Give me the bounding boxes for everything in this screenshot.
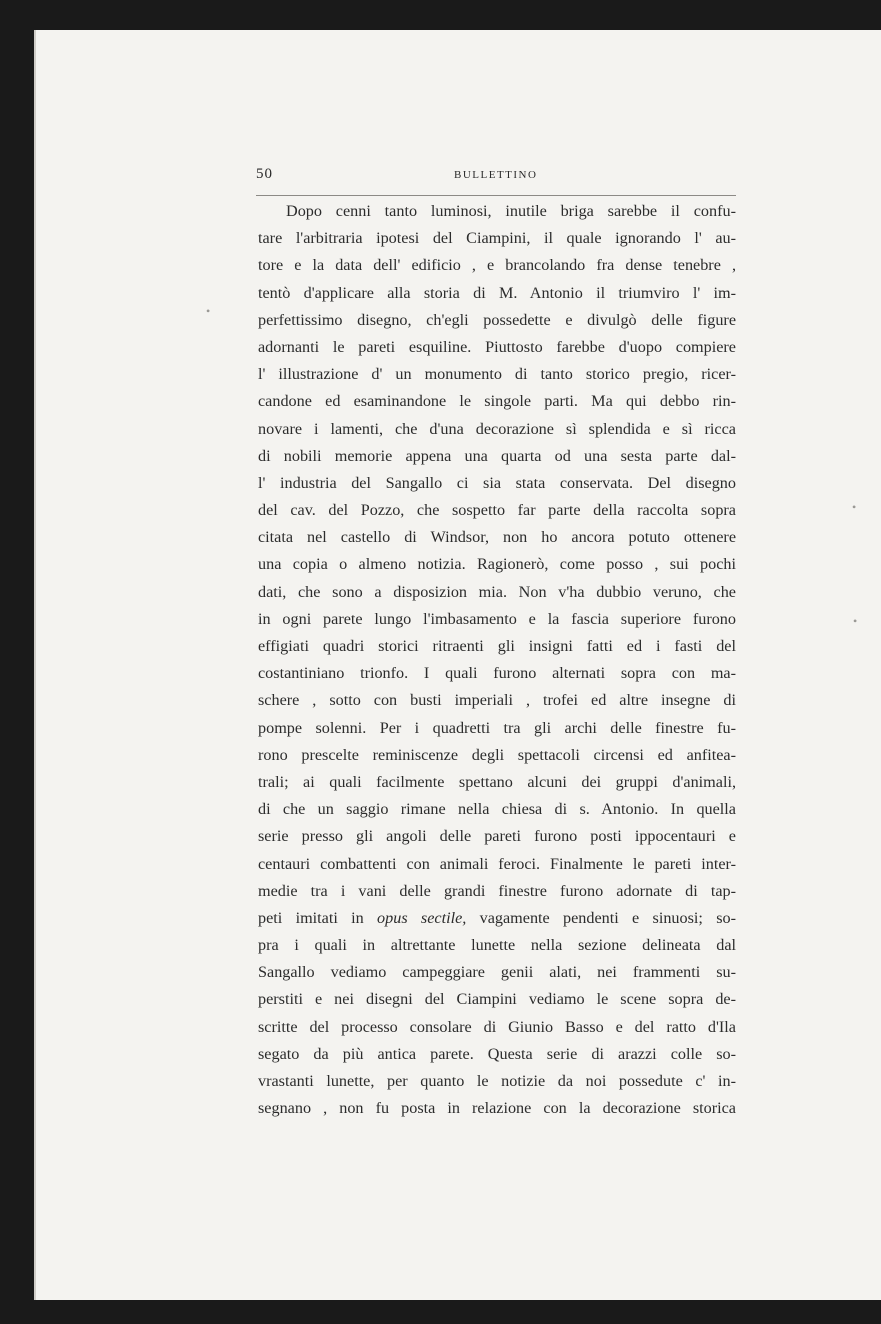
text-line: candone ed esaminandone le singole parti. Ma qui debbo rin-	[258, 392, 736, 411]
text-line: di nobili memorie appena una quarta od una sesta parte dal-	[258, 446, 736, 465]
text-line: segnano , non fu posta in relazione con la decorazione storica	[258, 1099, 736, 1118]
scan-speck: •	[206, 304, 211, 318]
text-line: tore e la data dell' edificio , e brancolando fra dense tenebre ,	[258, 256, 736, 275]
header-rule	[256, 195, 736, 196]
text-segment: vagamente pendenti e sinuosi; so-	[466, 908, 736, 927]
text-line: citata nel castello di Windsor, non ho ancora potuto ottenere	[258, 528, 736, 547]
text-line: medie tra i vani delle grandi finestre furono adornate di tap-	[258, 881, 736, 900]
text-line: dati, che sono a disposizion mia. Non v'ha dubbio veruno, che	[258, 582, 736, 601]
text-line: serie presso gli angoli delle pareti furono posti ippocentauri e	[258, 827, 736, 846]
scan-speck: •	[853, 614, 858, 628]
text-line: perfettissimo disegno, ch'egli possedette e divulgò delle figure	[258, 310, 736, 329]
text-line: tare l'arbitraria ipotesi del Ciampini, il quale ignorando l' au-	[258, 229, 736, 248]
text-line: l' industria del Sangallo ci sia stata conservata. Del disegno	[258, 473, 736, 492]
text-line: Sangallo vediamo campeggiare genii alati, nei frammenti su-	[258, 963, 736, 982]
text-line: l' illustrazione d' un monumento di tanto storico pregio, ricer-	[258, 365, 736, 384]
text-line: in ogni parete lungo l'imbasamento e la fascia superiore furono	[258, 609, 736, 628]
text-line: una copia o almeno notizia. Ragionerò, come posso , sui pochi	[258, 555, 736, 574]
text-line: rono prescelte reminiscenze degli spettacoli circensi ed anfitea-	[258, 745, 736, 764]
italic-term: opus sectile,	[377, 908, 467, 927]
text-line: perstiti e nei disegni del Ciampini vediamo le scene sopra de-	[258, 990, 736, 1009]
text-line: del cav. del Pozzo, che sospetto far parte della raccolta sopra	[258, 501, 736, 520]
text-line: segato da più antica parete. Questa serie di arazzi colle so-	[258, 1044, 736, 1063]
text-line: vrastanti lunette, per quanto le notizie da noi possedute c' in-	[258, 1072, 736, 1090]
text-line: novare i lamenti, che d'una decorazione sì splendida e sì ricca	[258, 419, 736, 438]
running-head: BULLETTINO	[454, 169, 538, 181]
text-line: schere , sotto con busti imperiali , trofei ed altre insegne di	[258, 691, 736, 710]
text-line: di che un saggio rimane nella chiesa di s. Antonio. In quella	[258, 800, 736, 819]
text-line: centauri combattenti con animali feroci. Finalmente le pareti inter-	[258, 854, 736, 873]
text-segment: peti imitati in	[258, 908, 378, 927]
text-line: adornanti le pareti esquiline. Piuttosto farebbe d'uopo compiere	[258, 337, 736, 356]
body-text	[258, 198, 736, 1122]
page-number: 50	[256, 166, 273, 182]
page-header	[256, 166, 736, 186]
text-line: Dopo cenni tanto luminosi, inutile briga sarebbe il confu-	[286, 202, 736, 220]
text-line: effigiati quadri storici ritraenti gli insigni fatti ed i fasti del	[258, 637, 736, 655]
text-line: pra i quali in altrettante lunette nella sezione delineata dal	[258, 936, 736, 955]
text-line-mixed	[258, 905, 736, 932]
text-line: costantiniano trionfo. I quali furono alternati sopra con ma-	[258, 664, 736, 683]
text-line: scritte del processo consolare di Giunio Basso e del ratto d'Ila	[258, 1017, 736, 1036]
text-line: trali; ai quali facilmente spettano alcuni dei gruppi d'animali,	[258, 772, 736, 791]
text-line: pompe solenni. Per i quadretti tra gli archi delle finestre fu-	[258, 718, 736, 737]
scan-speck: •	[852, 500, 857, 514]
text-line: tentò d'applicare alla storia di M. Antonio il triumviro l' im-	[258, 283, 736, 302]
